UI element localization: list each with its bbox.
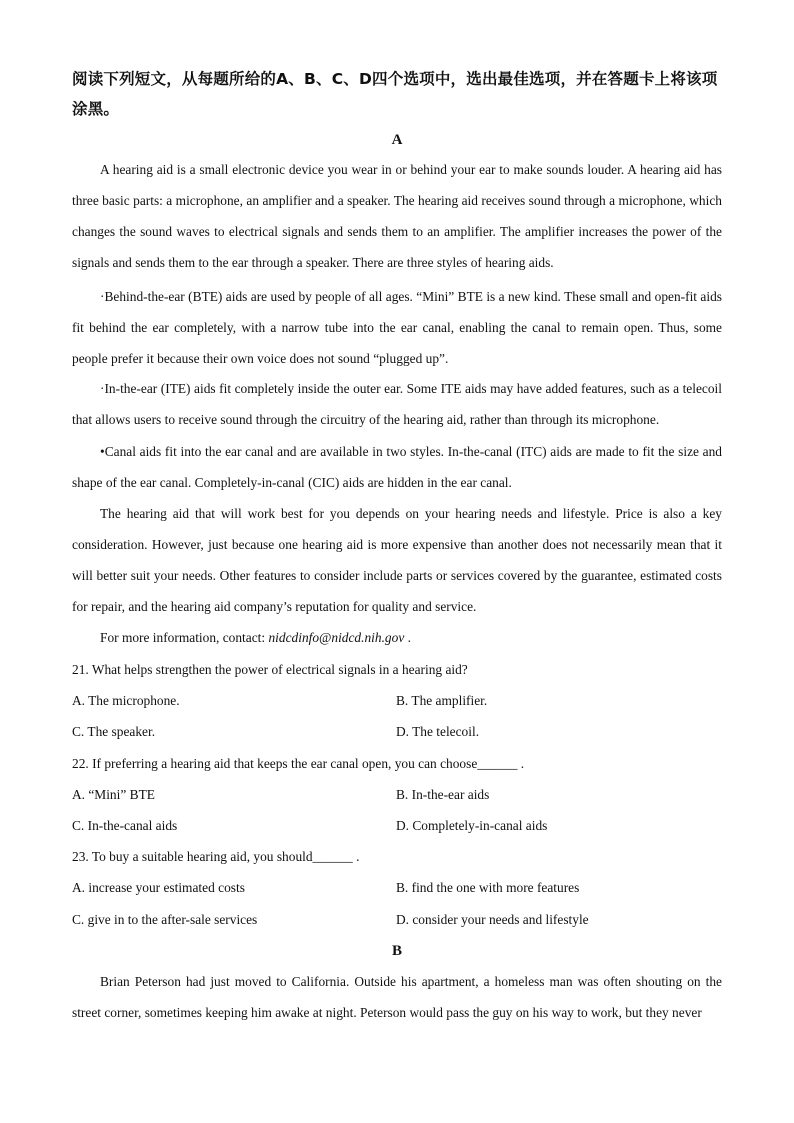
contact-end: . (404, 630, 411, 645)
section-a-heading: A (391, 132, 403, 148)
question-23-option-c: C. give in to the after-sale services (72, 912, 258, 927)
question-23-option-d: D. consider your needs and lifestyle (396, 912, 589, 927)
passage-b-paragraph-1: Brian Peterson had just moved to California. Outside his apartment, a homeless man was often shouting on the street corner, sometimes keeping him awake at night. Peterson would pass the guy on his way to work, but they never (72, 974, 722, 1020)
question-22-option-c: C. In-the-canal aids (72, 818, 178, 833)
question-21-option-c: C. The speaker. (72, 724, 156, 739)
question-22-stem: 22. If preferring a hearing aid that keeps the ear canal open, you can choose______ . (72, 756, 525, 771)
question-21-option-b: B. The amplifier. (396, 693, 488, 708)
contact-label: For more information, contact: (100, 630, 269, 645)
passage-a-paragraph-ite: ·In-the-ear (ITE) aids fit completely inside the outer ear. Some ITE aids may have added features, such as a telecoil that allows users to receive sound through the circuitry of the hearing aid, rather than through its microphone. (72, 381, 722, 427)
question-22-option-b: B. In-the-ear aids (396, 787, 490, 802)
question-22-option-a: A. “Mini” BTE (72, 787, 155, 802)
question-23-stem: 23. To buy a suitable hearing aid, you should______ . (72, 849, 360, 864)
question-21-stem: 21. What helps strengthen the power of electrical signals in a hearing aid? (72, 662, 468, 677)
passage-a-paragraph-canal: •Canal aids fit into the ear canal and are available in two styles. In-the-canal (ITC) aids are made to fit the size and shape of the ear canal. Completely-in-canal (CIC) aids are hidden in the ear canal. (72, 444, 722, 490)
passage-a-paragraph-bte: ·Behind-the-ear (BTE) aids are used by people of all ages. “Mini” BTE is a new kind. These small and open-fit aids fit behind the ear completely, with a narrow tube into the ear canal, enabling the canal to remain open. Thus, some people prefer it because their own voice does not sound “plugged up”. (72, 289, 722, 366)
question-21-option-a: A. The microphone. (72, 693, 180, 708)
question-21-option-d: D. The telecoil. (396, 724, 480, 739)
instructions: 阅读下列短文，从每题所给的A、B、C、D四个选项中，选出最佳选项，并在答题卡上将该项涂黑。 (72, 70, 718, 118)
passage-a-paragraph-choosing: The hearing aid that will work best for you depends on your hearing needs and lifestyle. Price is also a key consideration. However, just because one hearing aid is more expensive than another does not necessarily mean that it will better suit your needs. Other features to consider include parts or services covered by the guarantee, estimated costs for repair, and the hearing aid company’s reputation for quality and service. (72, 506, 722, 614)
section-b-heading: B (391, 943, 402, 959)
contact-email: nidcdinfo@nidcd.nih.gov (268, 630, 405, 645)
passage-a-contact (72, 622, 722, 653)
question-23-option-a: A. increase your estimated costs (72, 880, 245, 895)
passage-a-paragraph-1: A hearing aid is a small electronic device you wear in or behind your ear to make sounds louder. A hearing aid has three basic parts: a microphone, an amplifier and a speaker. The hearing aid receives sound through a microphone, which changes the sound waves to electrical signals and sends them to an amplifier. The amplifier increases the power of the signals and sends them to the ear through a speaker. There are three styles of hearing aids. (72, 162, 722, 270)
question-23-option-b: B. find the one with more features (396, 880, 580, 895)
question-22-option-d: D. Completely-in-canal aids (396, 818, 548, 833)
